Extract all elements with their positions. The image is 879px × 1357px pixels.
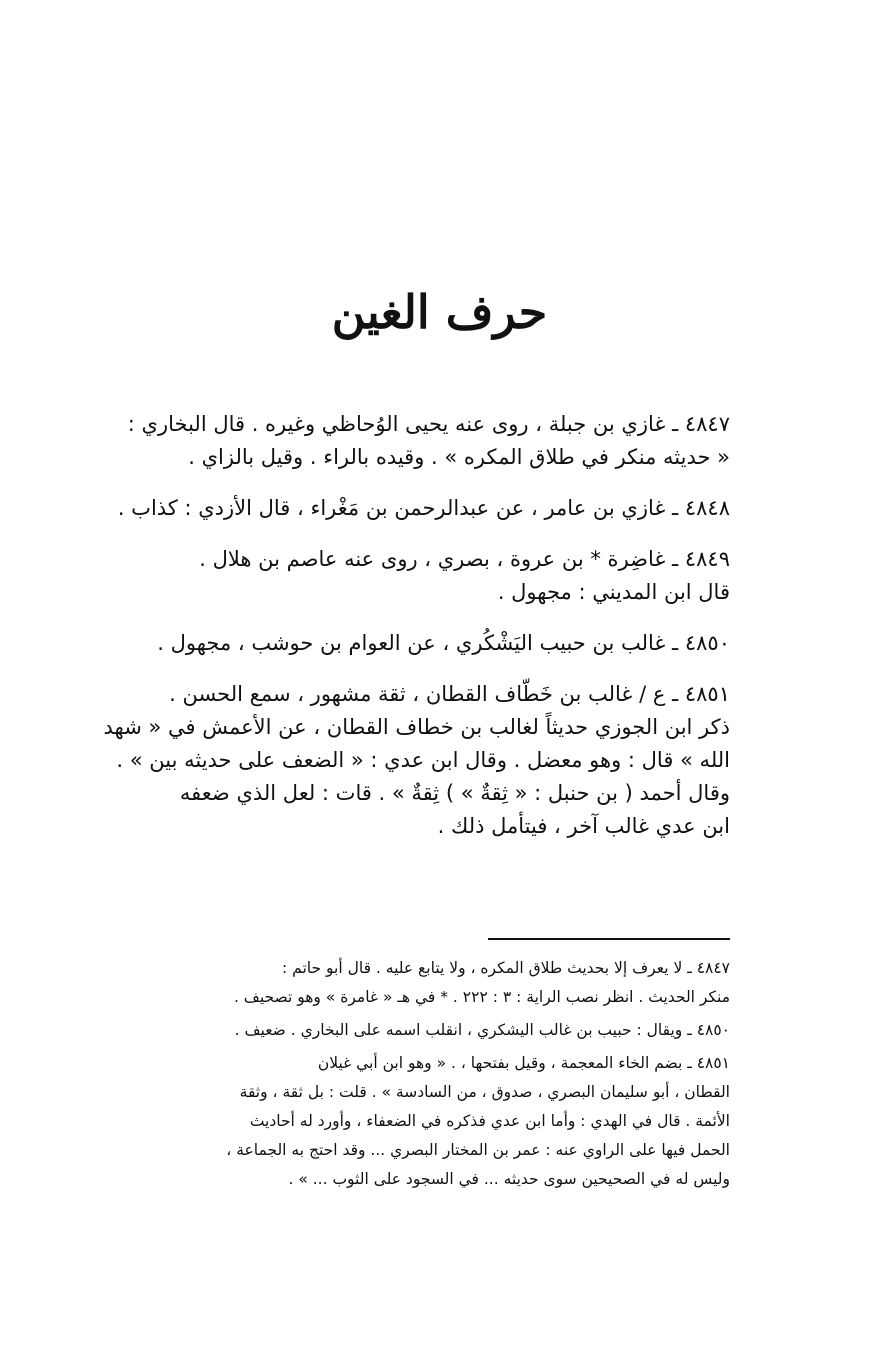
footnote-line: ٤٨٤٧ ـ لا يعرف إلا بحديث طلاق المكره ، ولا يتابع عليه . قال أبو حاتم : [282, 959, 730, 977]
entry-line: وقال أحمد ( بن حنبل : « ثِقةٌ » ) ثِقةٌ » . قات : لعل الذي ضعفه [179, 781, 730, 805]
footnote-line: ٤٨٥٠ ـ ويقال : حبيب بن غالب اليشكري ، انقلب اسمه على البخاري . ضعيف . [234, 1021, 730, 1039]
entry-line: ابن عدي غالب آخر ، فيتأمل ذلك . [437, 814, 730, 838]
footnote-4847 [76, 954, 730, 1012]
entry-4850 [84, 627, 730, 660]
entry-line: ٤٨٥١ ـ ع / غالب بن خَطّاف القطان ، ثقة مشهور ، سمع الحسن . [169, 682, 730, 706]
chapter-title: حرف الغين [331, 285, 548, 339]
entry-line: ذكر ابن الجوزي حديثاً لغالب بن خطاف القطان ، عن الأعمش في « شهد [103, 715, 730, 739]
footnote-4851 [76, 1049, 730, 1194]
main-text [84, 408, 730, 861]
footnote-line: ٤٨٥١ ـ بضم الخاء المعجمة ، وقيل بفتحها ، . « وهو ابن أبي غيلان [317, 1054, 730, 1072]
entry-4848 [84, 492, 730, 525]
entry-4847 [84, 408, 730, 474]
entry-line: ٤٨٤٧ ـ غازي بن جبلة ، روى عنه يحيى الوُحاظي وغيره . قال البخاري : [127, 412, 730, 436]
entry-line: قال ابن المديني : مجهول . [497, 580, 730, 604]
entry-line: الله » قال : وهو معضل . وقال ابن عدي : « الضعف على حديثه بين » . [116, 748, 730, 772]
footnote-line: الحمل فيها على الراوي عنه : عمر بن المختار البصري ... وقد احتج به الجماعة ، [226, 1141, 730, 1159]
entry-line: ٤٨٥٠ ـ غالب بن حبيب اليَشْكُري ، عن العوام بن حوشب ، مجهول . [157, 631, 730, 655]
footnote-line: القطان ، أبو سليمان البصري ، صدوق ، من السادسة » . قلت : بل ثقة ، وثقة [239, 1083, 730, 1101]
entry-line: ٤٨٤٨ ـ غازي بن عامر ، عن عبدالرحمن بن مَغْراء ، قال الأزدي : كذاب . [117, 496, 730, 520]
entry-4851 [84, 678, 730, 843]
entry-line: ٤٨٤٩ ـ غاضِرة * بن عروة ، بصري ، روى عنه عاصم بن هلال . [199, 547, 730, 571]
footnote-line: منكر الحديث . انظر نصب الراية : ٣ : ٢٢٢ . * في هـ « غامرة » وهو تصحيف . [233, 988, 730, 1006]
footnote-divider [488, 938, 730, 940]
footnote-line: وليس له في الصحيحين سوى حديثه ... في السجود على الثوب ... » . [288, 1170, 730, 1188]
entry-4849 [84, 543, 730, 609]
footnotes [76, 954, 730, 1198]
entry-line: « حديثه منكر في طلاق المكره » . وقيده بالراء . وقيل بالزاي . [188, 445, 730, 469]
footnote-4850 [76, 1016, 730, 1045]
footnote-line: الأئمة . قال في الهدي : وأما ابن عدي فذكره في الضعفاء ، وأورد له أحاديث [249, 1112, 730, 1130]
